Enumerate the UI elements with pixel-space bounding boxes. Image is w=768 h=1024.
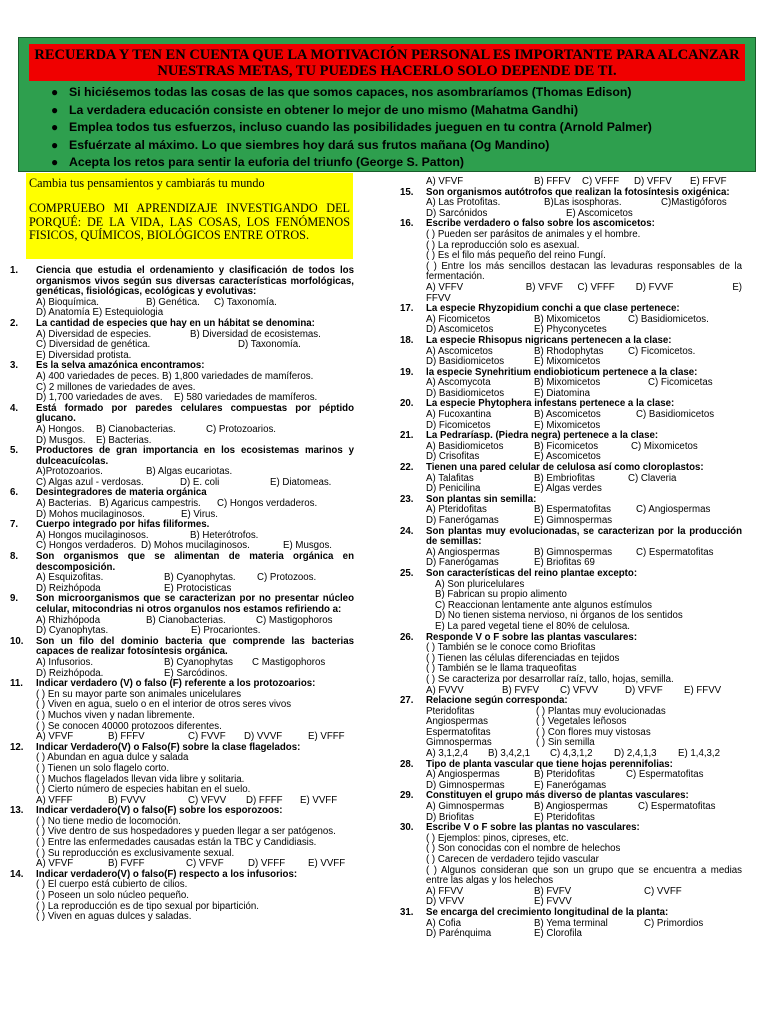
question-21: 21. La Pedraríasp. (Piedra negra) pertenece a la clase: A) Basidiomicetos B) Ficomicetos C) Mixomicetos D) Crisofitas E) Ascomicetos bbox=[400, 430, 698, 463]
question-14: 14. Indicar verdadero(V) o falso(F) respecto a los infusorios: ( ) El cuerpo está cubierto de cilios. ( ) Poseen un solo núcleo pequeño. ( ) La reproducción es de tipo sexual por bipartición. ( ) Viven en aguas dulces y saladas. bbox=[10, 868, 298, 923]
question-16: 16. Escribe verdadero o falso sobre los ascomicetos: ( ) Pueden ser parásitos de animales y el hombre. ( ) La reproducción solo es asexual. ( ) Es el filo más pequeño del reino Fungí. ( ) Entre los más sencillos destacan las levaduras responsables de la fermentación. A) VFFV B) VFVF C) VFFF D) FVVF E) FFVV bbox=[400, 218, 743, 304]
question-30: 30. Escribe V o F sobre las plantas no vasculares: ( ) Ejemplos: pinos, cipreses, etc. ( ) Son conocidas con el nombre de helechos ( ) Carecen de verdadero tejido vascular ( ) Algunos consideran que son un grupo que se encuentra a medias entre las algas y los helechos A) FFVV B) FVFV C) VVFF D) VFVV E) FVVV bbox=[400, 822, 742, 908]
question-9: 9. Son microorganismos que se caracterizan por no presentar núcleo celular, mitocondrias ni otros organulos nos estamos refiriendo a: A) Rhizhópoda B) Cianobacterias. C) Mastigophoros D) Cyanophytas. E) Procariontes. bbox=[10, 593, 354, 637]
question-6: 6. Desintegradores de materia orgánica A) Bacterias. B) Agaricus campestris. C) Hongos verdaderos. D) Mohos mucilaginosos. E) Virus. bbox=[10, 487, 318, 520]
quote-item: ● Emplea todos tus esfuerzos, incluso cuando las posibilidades jueguen en tu contra (Arnold Palmer) bbox=[49, 119, 749, 137]
quote-item: ● La verdadera educación consiste en obtener lo mejor de uno mismo (Mahatma Gandhi) bbox=[49, 102, 749, 120]
question-25: 25. Son características del reino plantae excepto: A) Son pluricelulares B) Fabrican su propio alimento C) Reaccionan lentamente ante algunos estímulos D) No tienen sistema nervioso, ni órganos de los sentidos E) La pared vegetal tiene el 80% de celulosa. bbox=[400, 567, 683, 632]
question-22: 22. Tienen una pared celular de celulosa así como cloroplastos: A) Talafitas B) Embriofitas C) Claveria D) Penicilina E) Algas verdes bbox=[400, 462, 704, 495]
question-3: 3. Es la selva amazónica encontramos: A) 400 variedades de peces. B) 1,800 variedades de mamíferos. C) 2 millones de variedades de aves. D) 1,700 variedades de aves. E) 580 variedades de mamíferos. bbox=[10, 360, 318, 404]
question-18: 18. La especie Rhisopus nigricans pertenecen a la clase: A) Ascomicetos B) Rhodophytas C) Ficomicetos. D) Basidiomicetos E) Mixomicetos bbox=[400, 334, 696, 368]
question-1: 1. Ciencia que estudia el ordenamiento y clasificación de todos los organismos vivos según sus diversas características morfológicas, genéticas, fisiológicas, ecológicas y evolutivas: A) Bioquímica. B) Genética. C) Taxonomía. D) Anatomía E) Estequiologia bbox=[10, 265, 354, 319]
question-7: 7. Cuerpo integrado por hifas filiformes. A) Hongos mucilaginosos. B) Heterótrofos. C) Hongos verdaderos. D) Mohos mucilaginosos. E) Musgos. bbox=[10, 519, 332, 552]
question-17: 17. La especie Rhyzopidium conchi a que clase pertenece: A) Ficomicetos B) Mixomicetos C) Basidiomicetos. D) Ascomicetos E) Phyconycetes bbox=[400, 303, 709, 336]
quote-list bbox=[49, 84, 749, 172]
question-12: 12. Indicar Verdadero(V) o Falso(F) sobre la clase flagelados: ( ) Abundan en agua dulce y salada ( ) Tienen un solo flagelo corto. ( ) Muchos flagelados llevan vida libre y solitaria. ( ) Cierto número de especies habitan en el suelo. A) VFFF B) FVVV C) VFVV D) FFFF E) VVFF bbox=[10, 741, 338, 806]
motivation-headline: RECUERDA Y TEN EN CUENTA QUE LA MOTIVACIÓN PERSONAL ES IMPORTANTE PARA ALCANZAR NUESTRAS METAS, TU PUEDES HACERLO SOLO DEPENDE DE TI. bbox=[29, 44, 745, 81]
question-28: 28. Tipo de planta vascular que tiene hojas perennifolias: A) Angiospermas B) Pteridofitas C) Espermatofitas D) Gimnospermas E) Fanerógamas bbox=[400, 758, 704, 791]
questions-left-column bbox=[10, 266, 354, 923]
quote-item: ● Esfuérzate al máximo. Lo que siembres hoy dará sus frutos mañana (Og Mandino) bbox=[49, 137, 749, 155]
motivation-banner bbox=[18, 37, 756, 172]
learning-callout bbox=[26, 173, 353, 259]
question-11: 11. Indicar verdadero (V) o falso (F) referente a los protozoarios: ( ) En su mayor parte son animales unicelulares ( ) Viven en agua, suelo o en el interior de otros seres vivos ( ) Muchos viven y nadan libremente. ( ) Se conocen 40000 protozoos diferentes. A) VFVF B) FFFV C) FVVF D) VVVF E) VFFF bbox=[10, 678, 345, 743]
question-19: 19. la especie Synehritium endiobioticum pertenece a la clase: A) Ascomycota B) Mixomicetos C) Ficomicetas D) Basidiomicetos E) Diatomina bbox=[400, 366, 713, 399]
question-4: 4. Está formado por paredes celulares compuestas por péptido glucano. A) Hongos. B) Cianobacterias. C) Protozoarios. D) Musgos. E) Bacterias. bbox=[10, 402, 354, 446]
callout-body: COMPRUEBO MI APRENDIZAJE INVESTIGANDO DEL PORQUÉ: DE LA VIDA, LAS COSAS, LOS FENÓMENOS FISICOS, QUÍMICOS, BIOLÓGICOS ENTRE OTROS. bbox=[29, 201, 350, 242]
bullet-icon: ● bbox=[51, 102, 59, 117]
quote-item: ● Acepta los retos para sentir la euforia del triunfo (George S. Patton) bbox=[49, 154, 749, 172]
questions-right-column bbox=[400, 177, 742, 940]
bullet-icon: ● bbox=[51, 155, 59, 170]
bullet-icon: ● bbox=[51, 137, 59, 152]
question-10: 10. Son un filo del dominio bacteria que comprende las bacterias capaces de realizar fotosíntesis orgánica. A) Infusorios. B) Cyanophytas C Mastigophoros D) Reizhópoda. E) Sarcódinos. bbox=[10, 635, 354, 679]
question-13: 13. Indicar verdadero(V) o falso(F) sobre los esporozoos: ( ) No tiene medio de locomoción. ( ) Vive dentro de sus hospedadores y pueden llegar a ser patógenos. ( ) Entre las enfermedades causadas están la TBC y Candidiasis. ( ) Su reproducción es exclusivamente sexual. A) VFVF B) FVFF C) VFVF D) VFFF E) VVFF bbox=[10, 805, 346, 870]
question-26: 26. Responde V o F sobre las plantas vasculares: ( ) También se le conoce como Briofitas ( ) Tienen las células diferenciadas en tejidos ( ) También se le llama traqueofitas ( ) Se caracteriza por desarrollar raíz, tallo, hojas, semilla. A) FVVV B) FVFV C) VFVV D) VFVF E) FFVV bbox=[400, 631, 722, 696]
question-14-options: A) VFVF B) FFFV C) VFFF D) VFFV E) FFVF bbox=[426, 176, 727, 187]
question-20: 20. La especie Phytophera infestans pertenece a la clase: A) Fucoxantina B) Ascomicetos C) Basidiomicetos D) Ficomicetos E) Mixomicetos bbox=[400, 398, 715, 431]
question-24: 24. Son plantas muy evolucionadas, se caracterizan por la producción de semillas: A) Angiospermas B) Gimnospermas C) Espermatofitas D) Fanerógamas E) Briofitas 69 bbox=[400, 525, 742, 569]
question-8: 8. Son organismos que se alimentan de materia orgánica en descomposición. A) Esquizofitas. B) Cyanophytas. C) Protozoos. D) Reizhópoda E) Protocisticas bbox=[10, 551, 354, 594]
bullet-icon: ● bbox=[51, 85, 59, 99]
question-27: 27. Relacione según corresponda: Pteridofitas ( ) Plantas muy evolucionadas Angiospermas ( ) Vegetales leñosos Espermatofitas ( ) Con flores muy vistosas Gimnospermas ( ) Sin semilla A) 3,1,2,4 B) 3,4,2,1 C) 4,3,1,2 D) 2,4,1,3 E) 1,4,3,2 bbox=[400, 695, 721, 760]
bullet-icon: ● bbox=[51, 120, 59, 135]
question-5: 5. Productores de gran importancia en los ecosistemas marinos y dulceacuícolas. A)Protozoarios. B) Algas eucariotas. C) Algas azul - verdosas. D) E. coli E) Diatomeas. bbox=[10, 445, 354, 488]
question-29: 29. Constituyen el grupo más diverso de plantas vasculares: A) Gimnospermas B) Angiospermas C) Espermatofitas D) Briofitas E) Pteridofitas bbox=[400, 790, 716, 823]
question-31: 31. Se encarga del crecimiento longitudinal de la planta: A) Cofia B) Yema terminal C) Primordios D) Parénquima E) Clorofila bbox=[400, 906, 704, 940]
question-23: 23. Son plantas sin semilla: A) Pteridofitas B) Espermatofitas C) Angiospermas D) Fanerógamas E) Gimnospermas bbox=[400, 493, 711, 526]
question-15: 15. Son organismos autótrofos que realizan la fotosíntesis oxigénica: A) Las Protofitas. B)Las isosphoras. C)Mastigóforos D) Sarcónidos E) Ascomicetos bbox=[400, 186, 730, 219]
callout-subtitle: Cambia tus pensamientos y cambiarás tu mundo bbox=[29, 176, 265, 190]
question-2: 2. La cantidad de especies que hay en un hábitat se denomina: A) Diversidad de especies. B) Diversidad de ecosistemas. C) Diversidad de genética. D) Taxonomía. E) Diversidad protista. bbox=[10, 317, 321, 361]
quote-item: ● Si hiciésemos todas las cosas de las que somos capaces, nos asombraríamos (Thomas Edison) bbox=[49, 84, 749, 102]
